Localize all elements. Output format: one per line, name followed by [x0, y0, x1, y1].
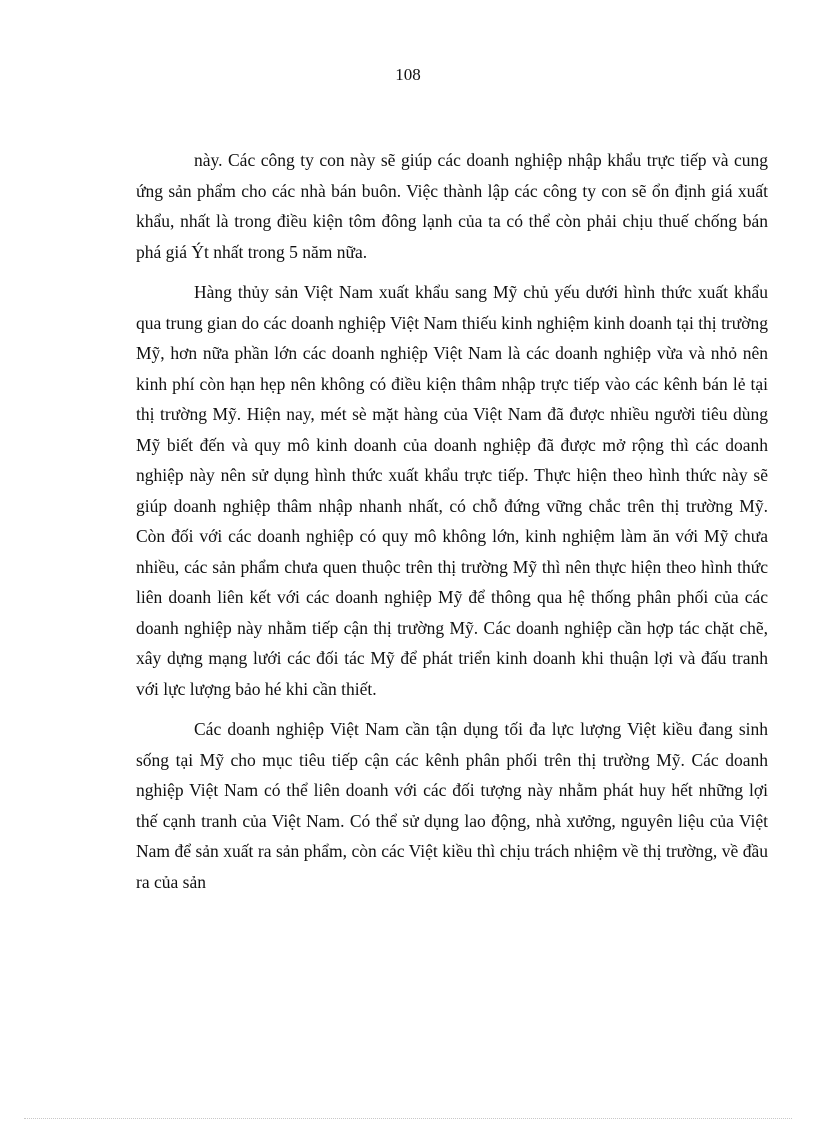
paragraph-1: này. Các công ty con này sẽ giúp các doanh nghiệp nhập khẩu trực tiếp và cung ứng sản phẩm cho các nhà bán buôn. Việc thành lập các công ty con sẽ ổn định giá xuất khẩu, nhất là trong điều kiện tôm đông lạnh của ta có thể còn phải chịu thuế chống bán phá giá Ýt nhất trong 5 năm nữa.	[136, 150, 768, 262]
page-bottom-divider	[24, 1118, 792, 1119]
body-text	[136, 145, 768, 907]
paragraph-3: Các doanh nghiệp Việt Nam cần tận dụng tối đa lực lượng Việt kiều đang sinh sống tại Mỹ cho mục tiêu tiếp cận các kênh phân phối trên thị trường Mỹ. Các doanh nghiệp Việt Nam có thể liên doanh với các đối tượng này nhằm phát huy hết những lợi thế cạnh tranh của Việt Nam. Có thể sử dụng lao động, nhà xưởng, nguyên liệu của Việt Nam để sản xuất ra sản phẩm, còn các Việt kiều thì chịu trách nhiệm về thị trường, về đầu ra của sản	[136, 719, 768, 892]
page-number: 108	[395, 65, 421, 84]
paragraph-2: Hàng thủy sản Việt Nam xuất khẩu sang Mỹ chủ yếu dưới hình thức xuất khẩu qua trung gian do các doanh nghiệp Việt Nam thiếu kinh nghiệm kinh doanh tại thị trường Mỹ, hơn nữa phần lớn các doanh nghiệp Việt Nam là các doanh nghiệp vừa và nhỏ nên kinh phí còn hạn hẹp nên không có điều kiện thâm nhập trực tiếp vào các kênh bán lẻ tại thị trường Mỹ. Hiện nay, mét sè mặt hàng của Việt Nam đã được nhiều người tiêu dùng Mỹ biết đến và quy mô kinh doanh của doanh nghiệp đã được mở rộng thì các doanh nghiệp này nên sử dụng hình thức xuất khẩu trực tiếp. Thực hiện theo hình thức này sẽ giúp doanh nghiệp thâm nhập nhanh nhất, có chỗ đứng vững chắc trên thị trường Mỹ. Còn đối với các doanh nghiệp có quy mô không lớn, kinh nghiệm làm ăn với Mỹ chưa nhiều, các sản phẩm chưa quen thuộc trên thị trường Mỹ thì nên thực hiện theo hình thức liên doanh liên kết với các doanh nghiệp Mỹ để thông qua hệ thống phân phối của các doanh nghiệp này nhằm tiếp cận thị trường Mỹ. Các doanh nghiệp cần hợp tác chặt chẽ, xây dựng mạng lưới các đối tác Mỹ để phát triển kinh doanh khi thuận lợi và đấu tranh với lực lượng bảo hé khi cần thiết.	[136, 282, 768, 699]
